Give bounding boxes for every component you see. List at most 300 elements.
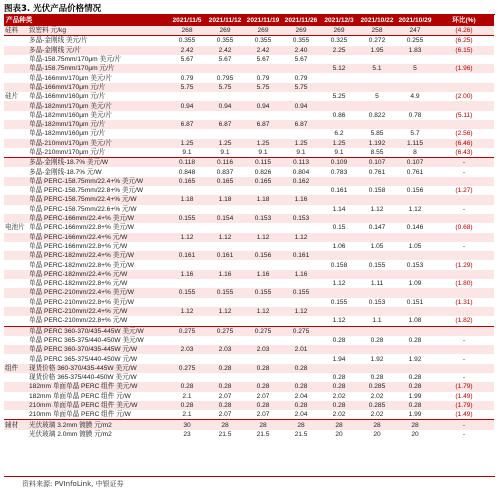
item-cell: 单晶 PERC-210mm/22.4+% 元/W [28,307,168,316]
change-cell [434,101,494,110]
price-cell: 0.116 [206,158,244,168]
category-cell [4,214,28,223]
category-cell [4,260,28,269]
price-cell: 0.79 [168,73,206,82]
change-cell [434,233,494,242]
price-cell: 2.07 [206,410,244,420]
price-cell [282,205,320,214]
price-cell: 2.03 [206,345,244,354]
price-cell: 0.355 [168,36,206,46]
price-cell: 9.1 [168,148,206,158]
price-cell: 0.118 [168,158,206,168]
price-cell: 20 [358,430,396,439]
table-row [4,101,494,110]
price-cell: 5.75 [206,83,244,92]
price-cell: 1.05 [358,242,396,251]
price-cell: 1.12 [396,205,434,214]
price-cell: 0.275 [168,364,206,373]
price-cell: 1.12 [320,279,358,288]
change-cell: - [434,158,494,168]
change-cell [434,83,494,92]
item-cell: 182mm 单面单晶 PERC 组件 元/W [28,392,168,401]
header-category: 产品种类 [4,15,168,26]
table-row [4,354,494,363]
price-cell: 1.16 [282,270,320,279]
price-cell: 28 [244,420,282,430]
category-cell [4,401,28,410]
change-cell [434,214,494,223]
price-cell: 1.99 [396,392,434,401]
price-cell [320,251,358,260]
price-cell: 0.109 [320,158,358,168]
price-cell: 0.155 [320,298,358,307]
price-cell [206,205,244,214]
item-cell: 单晶-182mm/160μm 元/片 [28,129,168,138]
price-cell [168,373,206,382]
change-cell: (1.79) [434,382,494,391]
change-cell: (1.79) [434,401,494,410]
price-cell: 0.275 [244,326,282,336]
price-cell: 0.325 [320,36,358,46]
price-cell [320,55,358,64]
price-cell [206,260,244,269]
price-cell: 21.5 [244,430,282,439]
price-cell [282,242,320,251]
header-date: 2021/10/22 [358,15,396,26]
item-cell: 现货价格 365-375/440-450W 美元/W [28,373,168,382]
price-cell [282,129,320,138]
category-cell [4,46,28,55]
table-row [4,364,494,373]
item-cell: 单晶-182mm/170μm 美元/片 [28,101,168,110]
price-cell [168,205,206,214]
price-cell: 0.94 [168,101,206,110]
price-cell: 0.28 [358,373,396,382]
price-cell: 1.18 [244,195,282,204]
change-cell: - [434,167,494,176]
category-cell [4,111,28,120]
price-cell: 0.826 [244,167,282,176]
price-cell [396,233,434,242]
price-cell [358,101,396,110]
price-cell [168,242,206,251]
item-cell: 单晶 PERC-166mm/22.8+% 元/W [28,242,168,251]
price-cell [358,177,396,186]
table-row [4,186,494,195]
price-cell: 0.147 [358,223,396,232]
price-cell [244,64,282,73]
price-cell: 1.95 [358,46,396,55]
price-cell: 0.285 [358,401,396,410]
price-cell: 0.153 [282,214,320,223]
figure-title: 图表3. 光伏产品价格情况 [4,4,102,14]
price-cell: 23 [168,430,206,439]
price-cell: 0.275 [206,326,244,336]
table-row [4,111,494,120]
price-cell [244,298,282,307]
price-cell: 0.107 [358,158,396,168]
table-row [4,288,494,297]
price-cell: 269 [282,26,320,36]
price-cell: 0.146 [396,223,434,232]
price-cell [282,279,320,288]
table-row [4,92,494,101]
change-cell: (1.80) [434,279,494,288]
category-cell [4,270,28,279]
price-cell [320,73,358,82]
price-cell [396,288,434,297]
price-cell: 0.156 [244,251,282,260]
table-row [4,345,494,354]
price-cell: 9.1 [244,148,282,158]
item-cell: 单晶 PERC 365-375/440-450W 美元/W [28,336,168,345]
price-cell [358,120,396,129]
price-cell [244,186,282,195]
change-cell: - [434,205,494,214]
price-cell [206,279,244,288]
price-cell [282,186,320,195]
price-cell: 0.28 [396,382,434,391]
price-cell: 0.153 [358,298,396,307]
price-cell [358,364,396,373]
change-cell: (1.49) [434,392,494,401]
price-cell: 20 [320,430,358,439]
price-cell [320,233,358,242]
price-cell [358,195,396,204]
table-row [4,214,494,223]
price-cell [206,64,244,73]
price-cell [206,223,244,232]
price-cell [320,195,358,204]
price-cell [320,270,358,279]
price-cell: 0.355 [206,36,244,46]
price-cell: 2.1 [168,392,206,401]
price-cell [282,260,320,269]
table-row [4,316,494,326]
price-cell: 2.07 [244,410,282,420]
change-cell: (6.46) [434,139,494,148]
category-cell [4,316,28,326]
header-date: 2021/11/12 [206,15,244,26]
price-cell: 0.804 [282,167,320,176]
price-cell [396,73,434,82]
item-cell: 单晶-158.75mm/170μm 元/片 [28,64,168,73]
price-cell: 0.161 [206,251,244,260]
price-cell: 0.28 [282,364,320,373]
table-row [4,401,494,410]
price-cell [282,336,320,345]
price-cell: 1.16 [244,270,282,279]
price-cell [282,316,320,326]
price-cell [206,373,244,382]
price-cell: 2.04 [282,392,320,401]
price-cell: 0.162 [282,177,320,186]
price-cell: 5.67 [282,55,320,64]
table-row [4,139,494,148]
price-cell: 2.03 [244,345,282,354]
table-row [4,307,494,316]
price-cell [206,186,244,195]
item-cell: 多晶-金刚线 美元/片 [28,36,168,46]
item-cell: 单晶-182mm/170μm 元/片 [28,120,168,129]
change-cell: - [434,242,494,251]
category-cell: 电池片 [4,223,28,232]
price-cell [320,326,358,336]
price-cell: 269 [206,26,244,36]
change-cell [434,307,494,316]
price-cell: 2.01 [282,345,320,354]
price-cell: 2.25 [320,46,358,55]
price-cell [396,364,434,373]
price-cell [396,120,434,129]
item-cell: 单晶 PERC-182mm/22.8+% 美元/W [28,260,168,269]
price-cell: 0.837 [206,167,244,176]
price-cell: 2.03 [168,345,206,354]
price-cell [396,326,434,336]
price-cell: 0.28 [358,336,396,345]
price-cell: 0.156 [396,186,434,195]
change-cell [434,364,494,373]
price-cell [168,64,206,73]
item-cell: 单晶-166mm/170μm 元/片 [28,83,168,92]
price-cell: 1.12 [244,233,282,242]
category-cell [4,167,28,176]
item-cell: 单晶 PERC-210mm/22.8+% 美元/W [28,298,168,307]
item-cell: 单晶 PERC-158.75mm/22.6+% 元/W [28,205,168,214]
price-cell: 1.16 [206,270,244,279]
price-cell: 5.75 [282,83,320,92]
item-cell: 单晶 PERC-158.75mm/22.8+% 美元/W [28,186,168,195]
price-cell [320,364,358,373]
change-cell: (1.49) [434,410,494,420]
price-cell: 6.87 [244,120,282,129]
category-cell [4,195,28,204]
price-cell [282,373,320,382]
price-cell: 1.14 [320,205,358,214]
price-cell: 0.153 [396,260,434,269]
price-cell: 0.15 [320,223,358,232]
price-cell: 8.55 [358,148,396,158]
price-cell [396,345,434,354]
price-cell [244,316,282,326]
category-cell [4,392,28,401]
price-cell [282,111,320,120]
category-cell [4,382,28,391]
price-cell: 2.04 [282,410,320,420]
table-row [4,410,494,420]
change-cell [434,251,494,260]
price-cell [206,92,244,101]
item-cell: 多晶-金刚线-18.7% 元/W [28,167,168,176]
price-cell [206,354,244,363]
price-cell: 2.40 [282,46,320,55]
price-cell [168,186,206,195]
item-cell: 单晶-158.75mm/170μm 美元/片 [28,55,168,64]
header-change: 环比(%) [434,15,494,26]
item-cell: 单晶-166mm/160μm 元/片 [28,92,168,101]
price-cell: 5 [396,64,434,73]
price-cell: 0.155 [244,288,282,297]
table-row [4,148,494,158]
header-date: 2021/12/3 [320,15,358,26]
table-row [4,167,494,176]
change-cell: (6.15) [434,46,494,55]
category-cell [4,345,28,354]
price-cell [244,336,282,345]
price-cell: 0.155 [168,214,206,223]
price-cell: 5.1 [358,64,396,73]
price-cell: 0.79 [282,73,320,82]
price-cell: 0.155 [282,288,320,297]
price-cell [206,298,244,307]
item-cell: 光伏玻璃 2.0mm 镀膜 元/m2 [28,430,168,439]
price-cell: 0.161 [168,251,206,260]
price-cell [396,101,434,110]
price-cell [244,354,282,363]
category-cell [4,177,28,186]
price-cell [358,73,396,82]
item-cell: 多晶-金刚线 元/片 [28,46,168,55]
price-cell [358,214,396,223]
price-cell [396,251,434,260]
bottom-rule [4,476,495,477]
item-cell: 多晶-金刚线-18.7% 美元/W [28,158,168,168]
item-cell: 致密料 元/kg [28,26,168,36]
table-row [4,392,494,401]
price-cell: 28 [320,420,358,430]
price-cell: 5.75 [168,83,206,92]
price-cell [358,83,396,92]
price-cell: 0.848 [168,167,206,176]
price-cell: 0.275 [168,326,206,336]
price-cell [244,111,282,120]
price-cell: 0.272 [358,36,396,46]
change-cell: - [434,354,494,363]
category-cell [4,148,28,158]
item-cell: 单晶 PERC-166mm/22.4+% 元/W [28,233,168,242]
item-cell: 单晶 PERC-166mm/22.4+% 美元/W [28,214,168,223]
price-cell: 0.107 [396,158,434,168]
price-cell [358,326,396,336]
price-cell: 1.12 [282,307,320,316]
header-date: 2021/10/29 [396,15,434,26]
header-date: 2021/11/5 [168,15,206,26]
price-cell: 5.67 [168,55,206,64]
price-cell: 1.06 [320,242,358,251]
price-cell: 1.25 [244,139,282,148]
price-cell: 2.42 [206,46,244,55]
table-row [4,36,494,46]
table-header-row [4,15,494,26]
change-cell [434,345,494,354]
change-cell: (6.43) [434,148,494,158]
header-date: 2021/11/19 [244,15,282,26]
price-cell: 9.1 [206,148,244,158]
price-cell: 5.7 [396,129,434,138]
category-cell: 硅料 [4,26,28,36]
change-cell: (2.00) [434,92,494,101]
item-cell: 单晶-210mm/170μm 元/片 [28,148,168,158]
category-cell [4,251,28,260]
category-cell: 硅片 [4,92,28,101]
category-cell [4,64,28,73]
price-cell [244,92,282,101]
item-cell: 单晶 PERC-158.75mm/22.4+% 元/W [28,195,168,204]
price-cell: 1.94 [320,354,358,363]
category-cell [4,307,28,316]
table-row [4,46,494,55]
item-cell: 单晶 PERC-166mm/22.8+% 美元/W [28,223,168,232]
item-cell: 单晶 PERC-182mm/22.4+% 元/W [28,270,168,279]
price-cell: 6.87 [282,120,320,129]
price-cell: 0.28 [206,401,244,410]
category-cell [4,233,28,242]
price-cell [282,223,320,232]
table-row [4,382,494,391]
price-cell [396,270,434,279]
price-cell: 1.92 [358,354,396,363]
price-cell [168,354,206,363]
table-row [4,336,494,345]
price-cell [358,307,396,316]
price-cell: 2.42 [244,46,282,55]
price-cell: 0.151 [396,298,434,307]
change-cell [434,73,494,82]
price-cell: 1.83 [396,46,434,55]
price-cell [358,233,396,242]
price-cell: 0.28 [282,382,320,391]
category-cell [4,36,28,46]
price-cell [168,298,206,307]
price-cell [244,129,282,138]
price-cell: 1.12 [358,205,396,214]
table-row [4,64,494,73]
price-cell: 0.28 [396,401,434,410]
price-cell: 0.28 [320,382,358,391]
item-cell: 光伏玻璃 3.2mm 镀膜 元/m2 [28,420,168,430]
category-cell [4,139,28,148]
price-cell: 0.28 [320,373,358,382]
category-cell [4,101,28,110]
category-cell [4,186,28,195]
price-cell [244,260,282,269]
price-cell: 0.28 [320,336,358,345]
price-cell [244,373,282,382]
price-cell: 2.02 [320,410,358,420]
change-cell: (1.27) [434,186,494,195]
table-row [4,73,494,82]
category-cell [4,373,28,382]
price-cell: 0.28 [244,401,282,410]
price-cell: 0.78 [396,111,434,120]
price-cell: 1.1 [358,316,396,326]
change-cell: (4.26) [434,26,494,36]
category-cell [4,73,28,82]
item-cell: 单晶-166mm/170μm 美元/片 [28,73,168,82]
price-cell: 0.761 [396,167,434,176]
price-cell: 1.11 [358,279,396,288]
price-cell: 0.158 [320,260,358,269]
price-cell [320,120,358,129]
price-cell: 2.1 [168,410,206,420]
price-cell: 0.165 [206,177,244,186]
table-row [4,260,494,269]
price-cell [358,270,396,279]
change-cell: (1.96) [434,64,494,73]
price-cell [320,214,358,223]
price-cell: 0.28 [206,382,244,391]
price-cell [358,251,396,260]
